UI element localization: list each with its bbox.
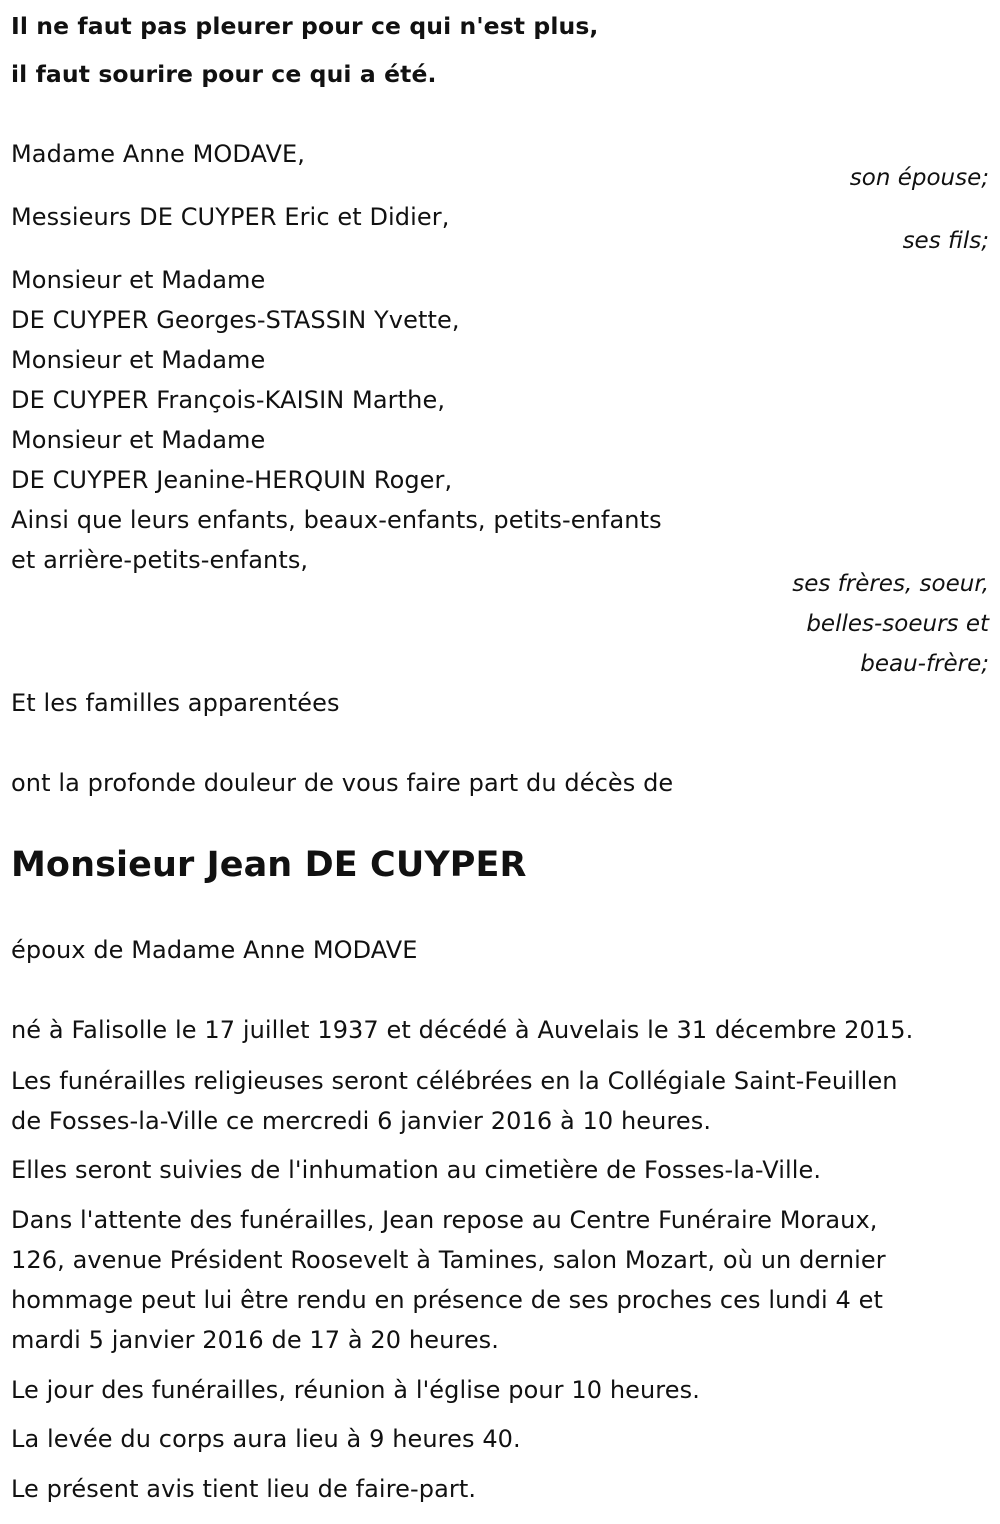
siblings-line-5: Monsieur et Madame xyxy=(11,426,266,454)
deceased-name: Monsieur Jean DE CUYPER xyxy=(11,845,527,885)
rest-line-2: 126, avenue Président Roosevelt à Tamines, salon Mozart, où un dernier xyxy=(11,1246,886,1274)
notice-line: Le présent avis tient lieu de faire-part. xyxy=(11,1475,477,1503)
siblings-line-6: DE CUYPER Jeanine-HERQUIN Roger, xyxy=(11,466,453,494)
siblings-line-4: DE CUYPER François-KAISIN Marthe, xyxy=(11,386,446,414)
siblings-relation-1: ses frères, soeur, xyxy=(792,571,989,597)
siblings-line-3: Monsieur et Madame xyxy=(11,346,266,374)
announcement-line: ont la profonde douleur de vous faire part du décès de xyxy=(11,769,674,797)
quote-line-2: il faut sourire pour ce qui a été. xyxy=(11,60,437,88)
rest-line-4: mardi 5 janvier 2016 de 17 à 20 heures. xyxy=(11,1326,500,1354)
siblings-line-8: et arrière-petits-enfants, xyxy=(11,546,309,574)
birth-death-line: né à Falisolle le 17 juillet 1937 et décédé à Auvelais le 31 décembre 2015. xyxy=(11,1016,914,1044)
rest-line-3: hommage peut lui être rendu en présence de ses proches ces lundi 4 et xyxy=(11,1286,884,1314)
quote-line-1: Il ne faut pas pleurer pour ce qui n'est plus, xyxy=(11,12,599,40)
funeral-line-2: de Fosses-la-Ville ce mercredi 6 janvier 2016 à 10 heures. xyxy=(11,1107,712,1135)
levee-line: La levée du corps aura lieu à 9 heures 40. xyxy=(11,1425,521,1453)
spouse-of-line: époux de Madame Anne MODAVE xyxy=(11,936,418,964)
wife-name: Madame Anne MODAVE, xyxy=(11,140,306,168)
sons-relation: ses fils; xyxy=(902,228,989,254)
siblings-relation-3: beau-frère; xyxy=(860,651,989,677)
siblings-line-2: DE CUYPER Georges-STASSIN Yvette, xyxy=(11,306,460,334)
sons-names: Messieurs DE CUYPER Eric et Didier, xyxy=(11,203,450,231)
funeral-line-1: Les funérailles religieuses seront célébrées en la Collégiale Saint-Feuillen xyxy=(11,1067,898,1095)
meeting-line: Le jour des funérailles, réunion à l'église pour 10 heures. xyxy=(11,1376,700,1404)
siblings-relation-2: belles-soeurs et xyxy=(806,611,989,637)
wife-relation: son épouse; xyxy=(849,165,989,191)
siblings-line-1: Monsieur et Madame xyxy=(11,266,266,294)
rest-line-1: Dans l'attente des funérailles, Jean repose au Centre Funéraire Moraux, xyxy=(11,1206,878,1234)
siblings-line-7: Ainsi que leurs enfants, beaux-enfants, petits-enfants xyxy=(11,506,662,534)
burial-line: Elles seront suivies de l'inhumation au cimetière de Fosses-la-Ville. xyxy=(11,1156,822,1184)
families-line: Et les familles apparentées xyxy=(11,689,340,717)
